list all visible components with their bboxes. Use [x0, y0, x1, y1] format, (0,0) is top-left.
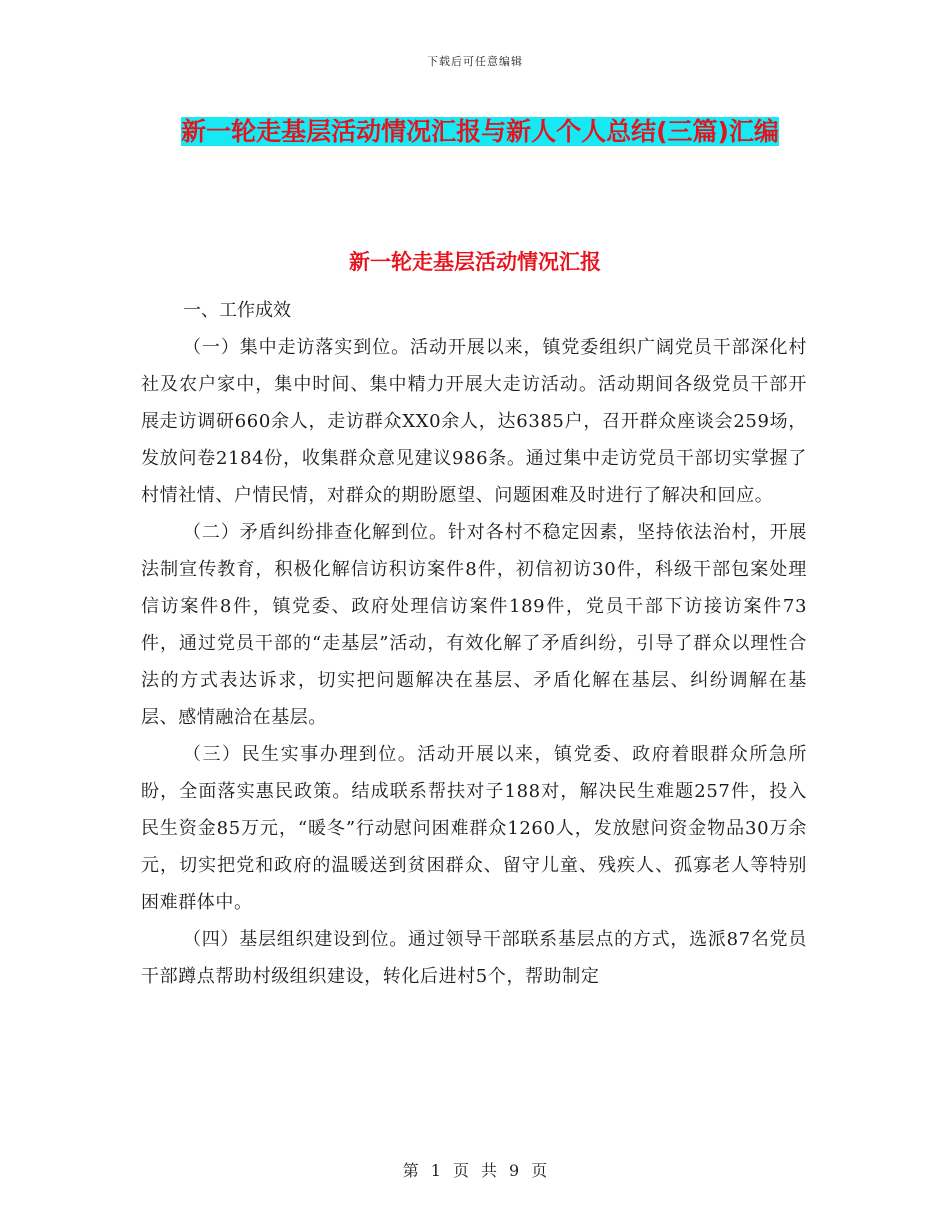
document-title: [140, 108, 820, 156]
paragraph-visits: （一）集中走访落实到位。活动开展以来，镇党委组织广阔党员干部深化村社及农户家中，集中时间、集中精力开展大走访活动。活动期间各级党员干部开展走访调研660余人，走访群众XX0余人，达6385户，召开群众座谈会259场，发放问卷2184份，收集群众意见建议986条。通过集中走访党员干部切实掌握了村情社情、户情民情，对群众的期盼愿望、问题困难及时进行了解决和回应。: [141, 337, 807, 506]
total-pages: 9: [509, 1161, 520, 1180]
heading-work-results: 一、工作成效: [183, 300, 291, 321]
footer-page-word: 页: [452, 1161, 469, 1180]
title-highlight: 新一轮走基层活动情况汇报与新人个人总结(三篇)汇编: [181, 117, 779, 146]
document-body: [141, 292, 807, 995]
footer-prefix: 第: [402, 1161, 419, 1180]
footer-suffix: 页: [531, 1161, 548, 1180]
page-number: 1: [430, 1161, 441, 1180]
section-title: 新一轮走基层活动情况汇报: [349, 250, 601, 274]
header-note: 下载后可任意编辑: [427, 55, 523, 68]
paragraph-livelihood: （三）民生实事办理到位。活动开展以来，镇党委、政府着眼群众所急所盼，全面落实惠民政策。结成联系帮扶对子188对，解决民生难题257件，投入民生资金85万元，“暖冬”行动慰问困难群众1260人，发放慰问资金物品30万余元，切实把党和政府的温暖送到贫困群众、留守儿童、残疾人、孤寡老人等特别困难群体中。: [141, 744, 807, 913]
footer-total-word: 共: [481, 1161, 498, 1180]
paragraph-disputes: （二）矛盾纠纷排查化解到位。针对各村不稳定因素，坚持依法治村，开展法制宣传教育，积极化解信访积访案件8件，初信初访30件，科级干部包案处理信访案件8件，镇党委、政府处理信访案件189件，党员干部下访接访案件73件，通过党员干部的“走基层”活动，有效化解了矛盾纠纷，引导了群众以理性合法的方式表达诉求，切实把问题解决在基层、矛盾化解在基层、纠纷调解在基层、感情融洽在基层。: [141, 522, 807, 728]
page-footer: [0, 1158, 950, 1181]
paragraph-organization: （四）基层组织建设到位。通过领导干部联系基层点的方式，选派87名党员干部蹲点帮助村级组织建设，转化后进村5个，帮助制定: [141, 929, 807, 987]
